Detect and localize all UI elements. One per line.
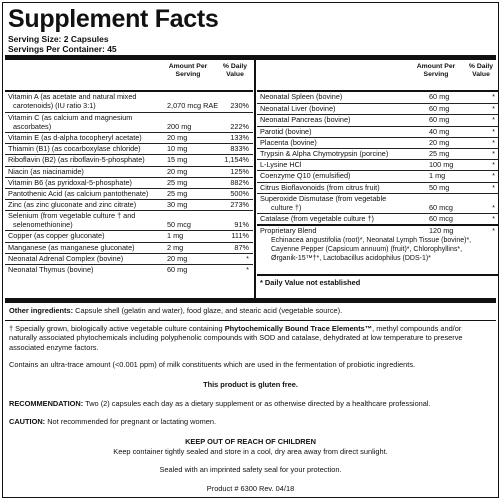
nutrient-daily-value: * [492,115,495,125]
nutrient-name: Neonatal Spleen (bovine) [260,92,343,101]
nutrient-row [257,182,498,193]
nutrient-daily-value: 273% [230,200,249,210]
nutrient-daily-value: 500% [230,188,249,198]
nutrient-name: Coenzyme Q10 (emulsified) [260,171,351,181]
nutrient-name-continued: selenomethionine) [13,220,73,230]
daily-value-heading-right: % Daily Value [468,63,494,78]
nutrient-name: Manganese (as manganese gluconate) [8,242,135,252]
nutrient-name: Copper (as copper gluconate) [8,231,105,241]
nutrient-amount: 2 mg [167,242,184,252]
right-column-header [257,60,498,90]
nutrient-daily-value: * [492,126,495,136]
serving-size: Serving Size: 2 Capsules [8,34,109,44]
blend-name: Proprietary Blend [260,225,317,235]
other-ingredients-text: Capsule shell (gelatin and water), food glaze, and stearic acid (vegetable source). [75,306,343,315]
nutrient-amount: 20 mg [429,137,450,147]
nutrient-daily-value: * [492,160,495,170]
nutrient-row [5,188,253,199]
nutrient-daily-value: 111% [231,231,249,241]
nutrient-row [257,159,498,170]
nutrient-amount: 60 mg [429,115,450,125]
nutrient-row [5,143,253,154]
nutrient-row [257,213,498,224]
nutrient-daily-value: * [492,171,495,181]
nutrient-row [5,253,253,264]
nutrient-name: Vitamin E (as d-alpha tocopheryl acetate) [8,133,142,142]
recommendation [9,399,492,408]
caution [9,417,492,426]
nutrient-name: Placenta (bovine) [260,137,317,147]
right-nutrient-column [257,60,498,286]
nutrient-amount: 1 mg [429,171,446,181]
nutrient-name: Zinc (as zinc gluconate and zinc citrate) [8,200,137,210]
nutrient-amount: 40 mg [429,126,450,136]
nutrient-amount: 50 mg [429,182,450,192]
left-column-header [5,60,253,90]
nutrient-name: L-Lysine HCl [260,160,302,170]
nutrient-name: Parotid (bovine) [260,126,312,136]
dagger-line-2: naturally associated phytochemicals including polyphenolic compounds with SOD and catalase, dehydrated at low temperature to preserve [9,333,463,343]
nutrient-name: Neonatal Pancreas (bovine) [260,115,351,125]
nutrient-name: Riboflavin (B2) (as riboflavin-5-phosphate) [8,155,145,165]
nutrient-amount: 30 mg [167,200,188,210]
blend-line-1: Echinacea angustifolia (root)*, Neonatal Lymph Tissue (bovine)*, [271,236,472,244]
blend-line-3: Ørganik-15™†*, Lactobacillus acidophilus (DDS-1)* [271,254,431,262]
blend-amount: 120 mg [429,225,454,235]
servings-per-container: Servings Per Container: 45 [8,44,117,54]
nutrient-name: Catalase (from vegetable culture †) [260,213,374,223]
caution-text: Not recommended for pregnant or lactating women. [47,417,217,426]
nutrient-name: Neonatal Thymus (bovine) [8,264,94,274]
nutrient-daily-value: 882% [230,177,249,187]
nutrient-row [5,112,253,132]
nutrient-row [5,210,253,230]
nutrient-name: Neonatal Adrenal Complex (bovine) [8,253,124,263]
product-number: Product # 6300 Rev. 04/18 [206,484,295,493]
amount-per-serving-heading: Amount Per Serving [168,63,208,78]
nutrient-row [5,166,253,177]
nutrient-name: Thiamin (B1) (as cocarboxylase chloride) [8,144,141,154]
nutrient-daily-value: 230% [230,101,249,110]
blend-line-2: Cayenne Pepper (Capsicum annuum) (fruit)*, Chlorophyllins*, [271,245,463,253]
nutrient-daily-value: 1,154% [224,155,249,165]
nutrient-row [257,103,498,114]
dagger-rest: , methyl compounds and/or [372,324,462,333]
nutrient-row [5,177,253,188]
nutrient-daily-value: 91% [234,220,249,230]
nutrient-row [257,193,498,213]
nutrient-row [257,92,498,103]
nutrient-daily-value: 222% [230,122,249,131]
nutrient-row [257,137,498,148]
nutrient-row [5,199,253,210]
nutrient-row [257,170,498,181]
nutrient-amount: 25 mg [167,177,188,187]
nutrient-daily-value: * [492,213,495,223]
dagger-intro: † Specially grown, biologically active vegetable culture containing [9,324,223,333]
nutrient-daily-value: * [492,104,495,114]
nutrient-amount: 1 mg [167,231,184,241]
nutrient-name-continued: culture †) [271,202,302,212]
nutrient-row [5,154,253,165]
nutrient-name: Vitamin B6 (as pyridoxal-5-phosphate) [8,177,132,187]
other-ingredients [9,306,492,315]
nutrient-daily-value: * [492,202,495,212]
nutrient-row [5,230,253,241]
nutrient-amount: 20 mg [167,166,188,176]
nutrient-row [5,132,253,143]
nutrient-row [257,114,498,125]
nutrient-amount: 10 mg [167,144,188,154]
panel-title: Supplement Facts [8,5,219,33]
dv-not-established-note: * Daily Value not established [260,277,361,287]
nutrient-amount: 25 mg [167,188,188,198]
nutrient-amount: 60 mcg [429,213,453,223]
nutrient-name: Vitamin A (as acetate and natural mixed [8,92,137,101]
nutrient-daily-value: * [492,182,495,192]
safety-seal-note: Sealed with an imprinted safety seal for your protection. [159,465,342,474]
storage-instructions: Keep container tightly sealed and store in a cool, dry area away from direct sunlight. [113,447,388,456]
left-nutrient-column [5,60,253,275]
amount-per-serving-heading-right: Amount Per Serving [416,63,456,78]
nutrient-row [257,148,498,159]
nutrient-amount: 2,070 mcg RAE [167,101,219,110]
gluten-free-note: This product is gluten free. [203,380,298,389]
nutrient-amount: 20 mg [167,253,188,263]
nutrient-row [257,126,498,137]
supplement-facts-panel [2,2,499,498]
recommendation-text: Two (2) capsules each day as a dietary supplement or as otherwise directed by a healthcare professional. [85,399,431,408]
nutrient-row [5,92,253,112]
nutrient-daily-value: 833% [230,144,249,154]
bottom-thick-rule [5,298,496,303]
keep-out-of-reach: KEEP OUT OF REACH OF CHILDREN [185,437,316,446]
caution-label: CAUTION: [9,417,46,426]
nutrient-daily-value: * [492,92,495,101]
nutrient-name: Selenium (from vegetable culture † and [8,211,136,221]
other-ingredients-label: Other ingredients: [9,306,74,315]
dagger-bold-term: Phytochemically Bound Trace Elements™ [224,324,373,333]
blend-dv: * [492,225,495,235]
milk-note: Contains an ultra-trace amount (<0.001 ppm) of milk constituents which are used in the fermentation of probiotic ingredients. [9,360,416,369]
nutrient-name-continued: carotenoids) (IU ratio 3:1) [13,101,96,110]
nutrient-amount: 60 mg [429,92,450,101]
column-divider [254,60,256,298]
nutrient-name-continued: ascorbates) [13,122,52,131]
nutrient-amount: 200 mg [167,122,192,131]
nutrient-name: Pantothenic Acid (as calcium pantothenate) [8,188,149,198]
nutrient-daily-value: 125% [230,166,249,176]
nutrient-daily-value: 87% [234,242,249,252]
nutrient-amount: 20 mg [167,133,188,142]
nutrient-daily-value: * [492,148,495,158]
nutrient-daily-value: 133% [230,133,249,142]
nutrient-row [5,264,253,275]
nutrient-daily-value: * [492,137,495,147]
nutrient-amount: 50 mcg [167,220,191,230]
divider-rule [5,320,496,321]
nutrient-amount: 60 mg [429,104,450,114]
nutrient-daily-value: * [246,264,249,274]
recommendation-label: RECOMMENDATION: [9,399,84,408]
nutrient-daily-value: * [246,253,249,263]
nutrient-amount: 100 mg [429,160,454,170]
nutrient-row [5,242,253,253]
dagger-footnote [9,324,492,352]
dagger-line-3: associated enzyme factors. [9,342,99,352]
nutrient-amount: 60 mg [167,264,188,274]
nutrient-name: Niacin (as niacinamide) [8,166,84,176]
nutrient-name: Trypsin & Alpha Chymotrypsin (porcine) [260,148,389,158]
daily-value-heading: % Daily Value [222,63,248,78]
nutrient-amount: 15 mg [167,155,188,165]
nutrient-amount: 25 mg [429,148,450,158]
nutrient-name: Superoxide Dismutase (from vegetable [260,193,387,203]
proprietary-blend-row [257,224,498,274]
nutrient-name: Citrus Bioflavonoids (from citrus fruit) [260,182,380,192]
nutrient-amount: 60 mcg [429,202,453,212]
nutrient-name: Vitamin C (as calcium and magnesium [8,113,133,122]
nutrient-name: Neonatal Liver (bovine) [260,104,336,114]
